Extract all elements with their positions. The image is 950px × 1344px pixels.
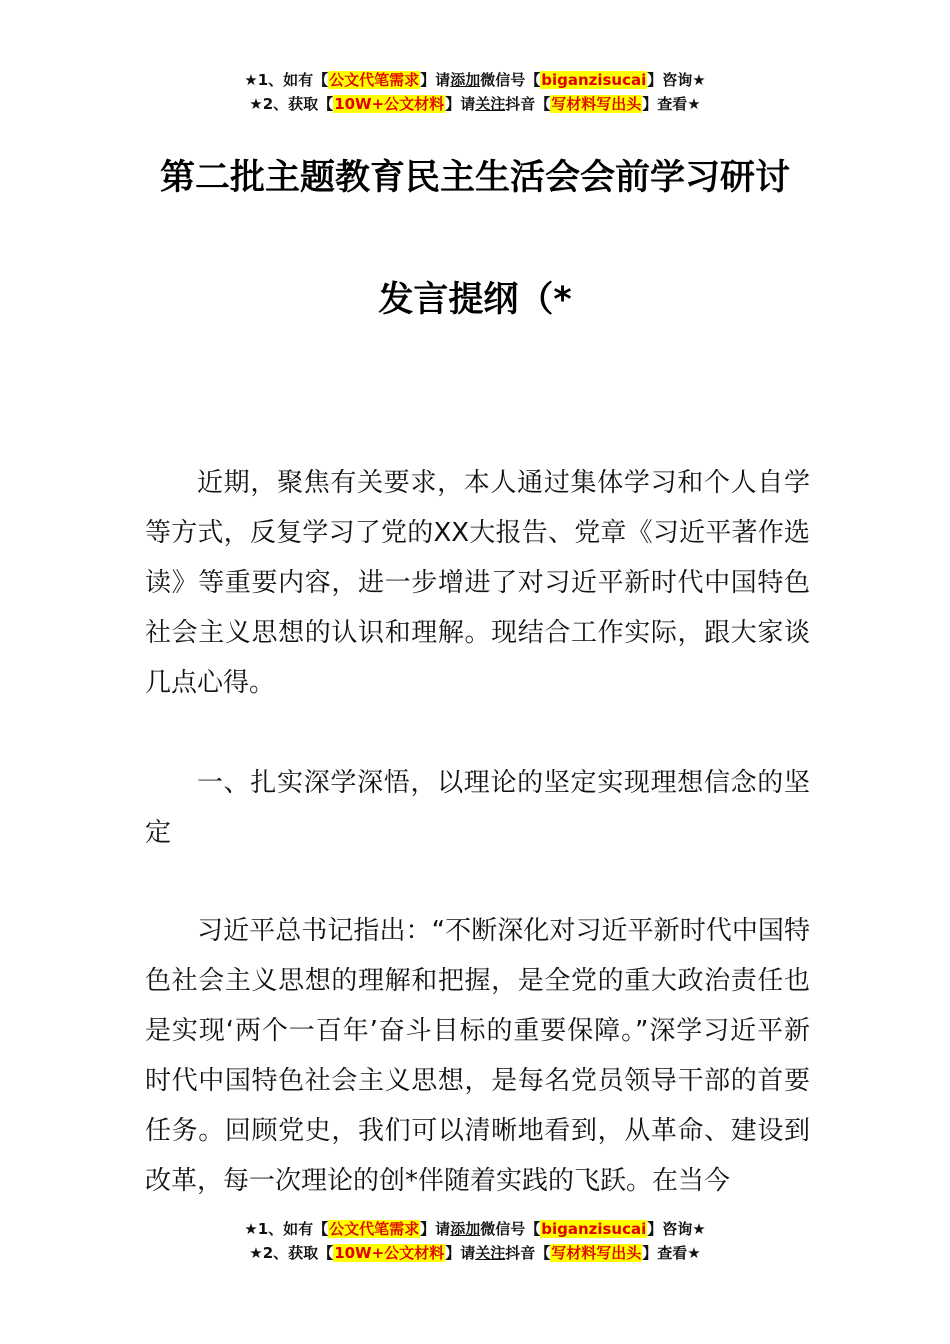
banner-underline: 添加 — [450, 71, 481, 89]
banner-highlight: 10W+公文材料 — [334, 1244, 445, 1262]
top-banner — [0, 68, 950, 116]
banner-text: 】请 — [445, 1244, 476, 1262]
banner-underline: 关注 — [475, 1244, 506, 1262]
banner-text: 】请 — [420, 1220, 451, 1238]
banner-line-2 — [0, 1241, 950, 1265]
banner-underline: 关注 — [475, 95, 506, 113]
banner-highlight: 公文代笔需求 — [329, 71, 420, 89]
banner-highlight: 公文代笔需求 — [329, 1220, 420, 1238]
banner-text: 】咨询★ — [647, 71, 706, 89]
section-heading-1: 一、扎实深学深悟，以理论的坚定实现理想信念的坚定 — [145, 768, 810, 848]
banner-underline: 添加 — [450, 1220, 481, 1238]
banner-text: ★2、获取【 — [249, 95, 334, 113]
banner-highlight: 10W+公文材料 — [334, 95, 445, 113]
banner-text: 】请 — [445, 95, 476, 113]
banner-text: 微信号【 — [480, 71, 541, 89]
banner-line-1 — [0, 1217, 950, 1241]
paragraph-section-1: 习近平总书记指出：“不断深化对习近平新时代中国特色社会主义思想的理解和把握，是全党的重大政治责任也是实现‘两个一百年’奋斗目标的重要保障。”深学习近平新时代中国特色社会主义思想，是每名党员领导干部的首要任务。回顾党史，我们可以清晰地看到，从革命、建设到改革，每一次理论的创*伴随着实践的飞跃。在当今 — [145, 916, 810, 1196]
banner-line-2 — [0, 92, 950, 116]
banner-text: ★1、如有【 — [244, 71, 329, 89]
paragraph-intro: 近期，聚焦有关要求，本人通过集体学习和个人自学等方式，反复学习了党的XX大报告、党章《习近平著作选读》等重要内容，进一步增进了对习近平新时代中国特色社会主义思想的认识和理解。现结合工作实际，跟大家谈几点心得。 — [145, 468, 810, 698]
document-title-line-2: 发言提纲（* — [378, 280, 572, 320]
document-title-line-1: 第二批主题教育民主生活会会前学习研讨 — [159, 158, 790, 198]
banner-text: 】查看★ — [642, 1244, 701, 1262]
banner-highlight: biganzisucai — [541, 71, 647, 89]
banner-text: ★1、如有【 — [244, 1220, 329, 1238]
bottom-banner — [0, 1217, 950, 1265]
banner-text: 】查看★ — [642, 95, 701, 113]
banner-text: 】咨询★ — [647, 1220, 706, 1238]
banner-line-1 — [0, 68, 950, 92]
banner-highlight: 写材料写出头 — [551, 95, 642, 113]
banner-text: 】请 — [420, 71, 451, 89]
banner-highlight: 写材料写出头 — [551, 1244, 642, 1262]
banner-text: ★2、获取【 — [249, 1244, 334, 1262]
banner-text: 抖音【 — [505, 95, 551, 113]
banner-text: 微信号【 — [480, 1220, 541, 1238]
banner-highlight: biganzisucai — [541, 1220, 647, 1238]
banner-text: 抖音【 — [505, 1244, 551, 1262]
